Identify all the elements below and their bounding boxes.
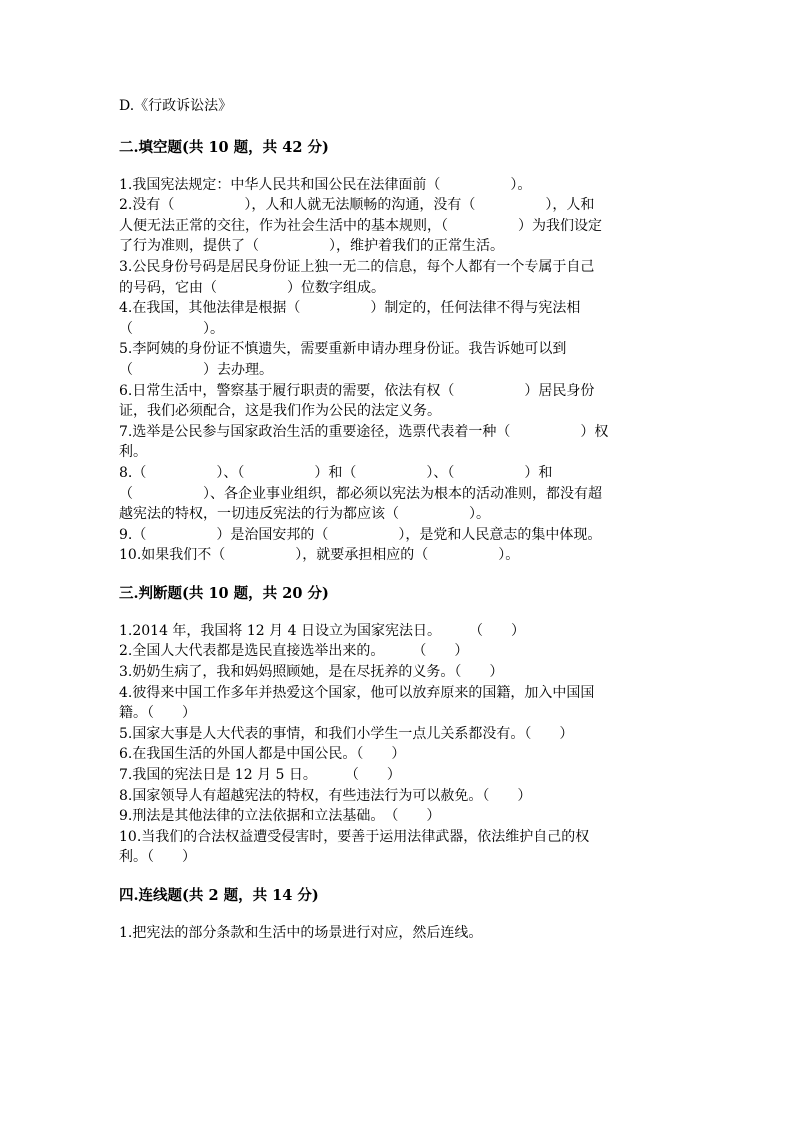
question-line: 5.国家大事是人大代表的事情，和我们小学生一点儿关系都没有。（ ） xyxy=(119,725,574,742)
question-line: 2.全国人大代表都是选民直接选举出来的。 （ ） xyxy=(119,643,469,660)
question-line: 2.没有（ ），人和人就无法顺畅的沟通，没有（ ），人和 xyxy=(119,197,595,214)
question-line: 1.2014 年，我国将 12 月 4 日设立为国家宪法日。 （ ） xyxy=(119,622,525,639)
section-matching xyxy=(119,923,679,944)
question-line: 利。 xyxy=(119,444,147,461)
question-line: 证，我们必须配合，这是我们作为公民的法定义务。 xyxy=(119,403,441,420)
question-line: 人便无法正常的交往，作为社会生活中的基本规则，（ ）为我们设定 xyxy=(119,217,602,234)
question-line: 的号码，它由（ ）位数字组成。 xyxy=(119,279,385,296)
question-line: 3.公民身份号码是居民身份证上独一无二的信息，每个人都有一个专属于自己 xyxy=(119,258,595,275)
spacer xyxy=(119,868,679,886)
question-line: （ ）、各企业事业组织，都必须以宪法为根本的活动准则，都没有超 xyxy=(119,485,602,502)
question-line: 1.我国宪法规定：中华人民共和国公民在法律面前（ ）。 xyxy=(119,176,532,193)
spacer xyxy=(119,117,679,138)
question-line: 6.日常生活中，警察基于履行职责的需要，依法有权（ ）居民身份 xyxy=(119,382,595,399)
section-title-true-false: 三.判断题(共 10 题，共 20 分) xyxy=(119,584,329,602)
question-line: 9.刑法是其他法律的立法依据和立法基础。 （ ） xyxy=(119,808,441,825)
question-line: （ ）。 xyxy=(119,320,224,337)
question-line: 4.在我国，其他法律是根据（ ）制定的，任何法律不得与宪法相 xyxy=(119,300,581,317)
section-title-fill-blank: 二.填空题(共 10 题，共 42 分) xyxy=(119,138,329,156)
question-line: 越宪法的特权，一切违反宪法的行为都应该（ ）。 xyxy=(119,506,490,523)
exam-page xyxy=(119,96,679,944)
section-fill-blank xyxy=(119,175,679,566)
spacer xyxy=(119,566,679,584)
spacer xyxy=(119,158,679,175)
question-line: 10.如果我们不（ ），就要承担相应的（ ）。 xyxy=(119,547,520,564)
spacer xyxy=(119,604,679,621)
question-line: 8.国家领导人有超越宪法的特权，有些违法行为可以赦免。（ ） xyxy=(119,787,532,804)
option-d: D.《行政诉讼法》 xyxy=(119,98,233,114)
question-line: 7.选举是公民参与国家政治生活的重要途径，选票代表着一种（ ）权 xyxy=(119,423,609,440)
question-line: 5.李阿姨的身份证不慎遗失，需要重新申请办理身份证。我告诉她可以到 xyxy=(119,341,567,358)
section-true-false xyxy=(119,621,679,868)
question-line: 10.当我们的合法权益遭受侵害时，要善于运用法律武器，依法维护自己的权 xyxy=(119,828,590,845)
question-line: 8.（ ）、（ ）和（ ）、（ ）和 xyxy=(119,464,553,481)
question-line: 6.在我国生活的外国人都是中国公民。（ ） xyxy=(119,746,406,763)
question-line: （ ）去办理。 xyxy=(119,361,273,378)
question-line: 利。（ ） xyxy=(119,849,196,866)
spacer xyxy=(119,906,679,923)
question-line: 1.把宪法的部分条款和生活中的场景进行对应，然后连线。 xyxy=(119,925,483,941)
question-line: 3.奶奶生病了，我和妈妈照顾她，是在尽抚养的义务。（ ） xyxy=(119,664,504,681)
question-line: 9.（ ）是治国安邦的（ ），是党和人民意志的集中体现。 xyxy=(119,526,602,543)
question-line: 4.彼得来中国工作多年并热爱这个国家，他可以放弃原来的国籍，加入中国国 xyxy=(119,684,595,701)
question-line: 7.我国的宪法日是 12 月 5 日。 （ ） xyxy=(119,767,401,784)
section-title-matching: 四.连线题(共 2 题，共 14 分) xyxy=(119,887,319,904)
question-line: 了行为准则，提供了（ ），维护着我们的正常生活。 xyxy=(119,238,504,255)
question-line: 籍。（ ） xyxy=(119,705,196,722)
